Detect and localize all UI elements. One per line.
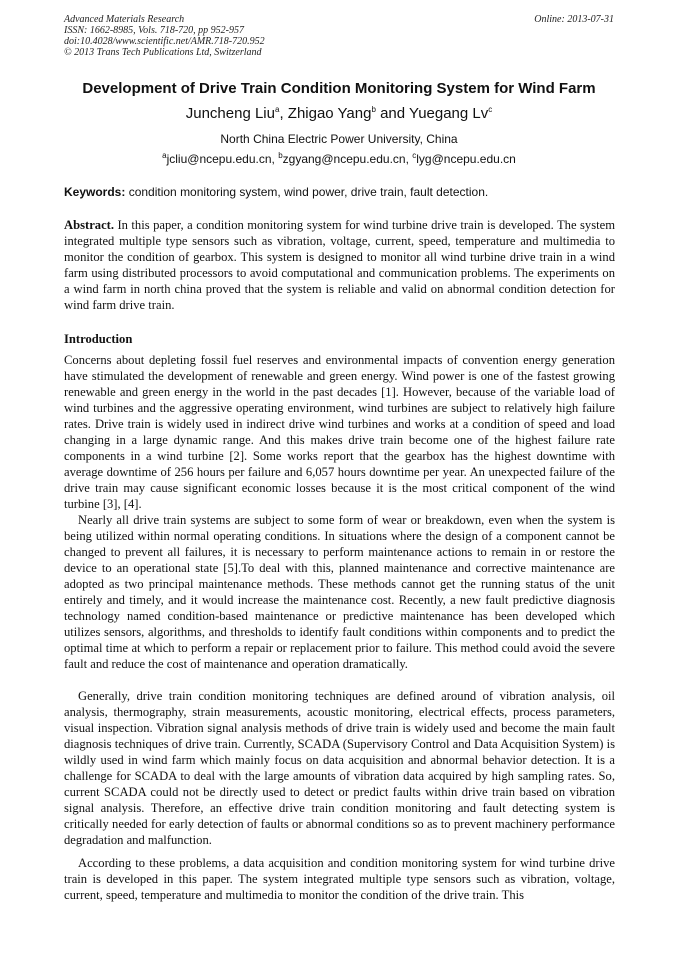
author-list [40, 105, 638, 122]
online-date: Online: 2013-07-31 [534, 14, 614, 25]
email-address: jcliu@ncepu.edu.cn, [166, 152, 279, 166]
copyright-line: © 2013 Trans Tech Publications Ltd, Switzerland [64, 47, 262, 58]
keywords-label: Keywords: [64, 185, 126, 199]
section-heading-introduction: Introduction [64, 332, 133, 346]
author-superscript: b [371, 105, 376, 114]
paragraph: According to these problems, a data acquisition and condition monitoring system for wind turbine drive train is developed in this paper. The system integrated multiple type sensors such as vibration, voltage, current, speed, temperature and multimedia to monitor the condition of the drive train. This [64, 856, 615, 902]
email-superscript: b [278, 151, 283, 160]
email-superscript: c [412, 151, 417, 160]
email-list [40, 152, 638, 166]
paragraph: Concerns about depleting fossil fuel reserves and environmental impacts of convention energy generation have stimulated the development of renewable and green energy. Wind power is one of the fastest growing renewable and green energy in the world in the past decades [1]. However, because of the variable load of wind turbines and the aggressive operating environment, wind turbines are subject to relatively high failure rates. Drive train is widely used in indirect drive wind turbines and works at a condition of speed and load changing in a large dynamic range. And this makes drive train become one of the highest failure rate components in a wind turbine [2]. Some works report that the gearbox has the highest downtime with average downtime of 256 hours per failure and 6,057 hours downtime per year. An unexpected failure of the drive train may cause significant economic losses because it is the most critical component of the wind turbine [3], [4]. [64, 353, 615, 511]
author-separator: , [279, 105, 288, 122]
paragraph: Nearly all drive train systems are subject to some form of wear or breakdown, even when the system is being utilized within normal operating conditions. In situations where the design of a component cannot be changed to prevent all failures, it is necessary to perform maintenance actions to remain in or restore the device to an operational state [5].To deal with this, planned maintenance and corrective maintenance are adopted as two principal maintenance methods. These methods cannot get the running status of the unit entirely and timely, and it would increase the maintenance cost. Recently, a new fault predictive diagnosis technology named condition-based maintenance or predictive maintenance has been developed which utilizes sensors, algorithms, and thresholds to identify fault conditions within components and to predict the optimal time at which to perform a repair or replacement prior to failure. This method could avoid the severe fault and reduce the cost of maintenance and operation dramatically. [64, 513, 615, 671]
abstract-text: In this paper, a condition monitoring system for wind turbine drive train is developed. The system integrated multiple type sensors such as vibration, voltage, current, speed, temperature and multimedia to monitor the condition of gearbox. This system is designed to monitor all wind turbine drive train in a wind farm using distributed processors to avoid computational and communication problems. The experiments on a wind farm in north china proved that the system is reliable and valid on abnormal condition detection for wind farm drive train. [64, 218, 615, 312]
abstract [64, 217, 615, 313]
keywords-text: condition monitoring system, wind power, drive train, fault detection. [125, 185, 489, 199]
author-superscript: c [488, 105, 493, 114]
affiliation: North China Electric Power University, China [220, 132, 458, 146]
paragraph: Generally, drive train condition monitoring techniques are defined around of vibration analysis, oil analysis, thermography, strain measurements, acoustic monitoring, electrical effects, process parameters, visual inspection. Vibration signal analysis methods of drive train is widely used and become the main fault diagnosis techniques of drive train. Currently, SCADA (Supervisory Control and Data Acquisition System) is wildly used in wind farm which mainly focus on data acquisition and abnormal behavior detection. It is a challenge for SCADA to deal with the large amounts of vibration data acquired by high sampling rates. So, current SCADA could not be directly used to detect or predict faults within drive train based on vibration signal analysis. Therefore, an effective drive train condition monitoring and fault detecting system is critically needed for early detection of faults or abnormal conditions so as to prevent machinery performance degradation and malfunction. [64, 689, 615, 847]
journal-header [64, 14, 614, 58]
abstract-label: Abstract. [64, 218, 115, 232]
keywords [64, 185, 614, 199]
issn-line: ISSN: 1662-8985, Vols. 718-720, pp 952-957 [64, 25, 244, 36]
author-name: Yuegang Lv [409, 105, 489, 122]
email-superscript: a [162, 151, 167, 160]
journal-name: Advanced Materials Research [64, 14, 185, 25]
author-name: Zhigao Yang [287, 105, 372, 122]
email-address: zgyang@ncepu.edu.cn, [282, 152, 413, 166]
author-separator: and [375, 105, 410, 122]
doi-line: doi:10.4028/www.scientific.net/AMR.718-720.952 [64, 36, 265, 47]
email-address: lyg@ncepu.edu.cn [416, 152, 516, 166]
author-name: Juncheng Liu [185, 105, 275, 122]
paper-title: Development of Drive Train Condition Monitoring System for Wind Farm [82, 80, 596, 97]
author-superscript: a [274, 105, 280, 114]
